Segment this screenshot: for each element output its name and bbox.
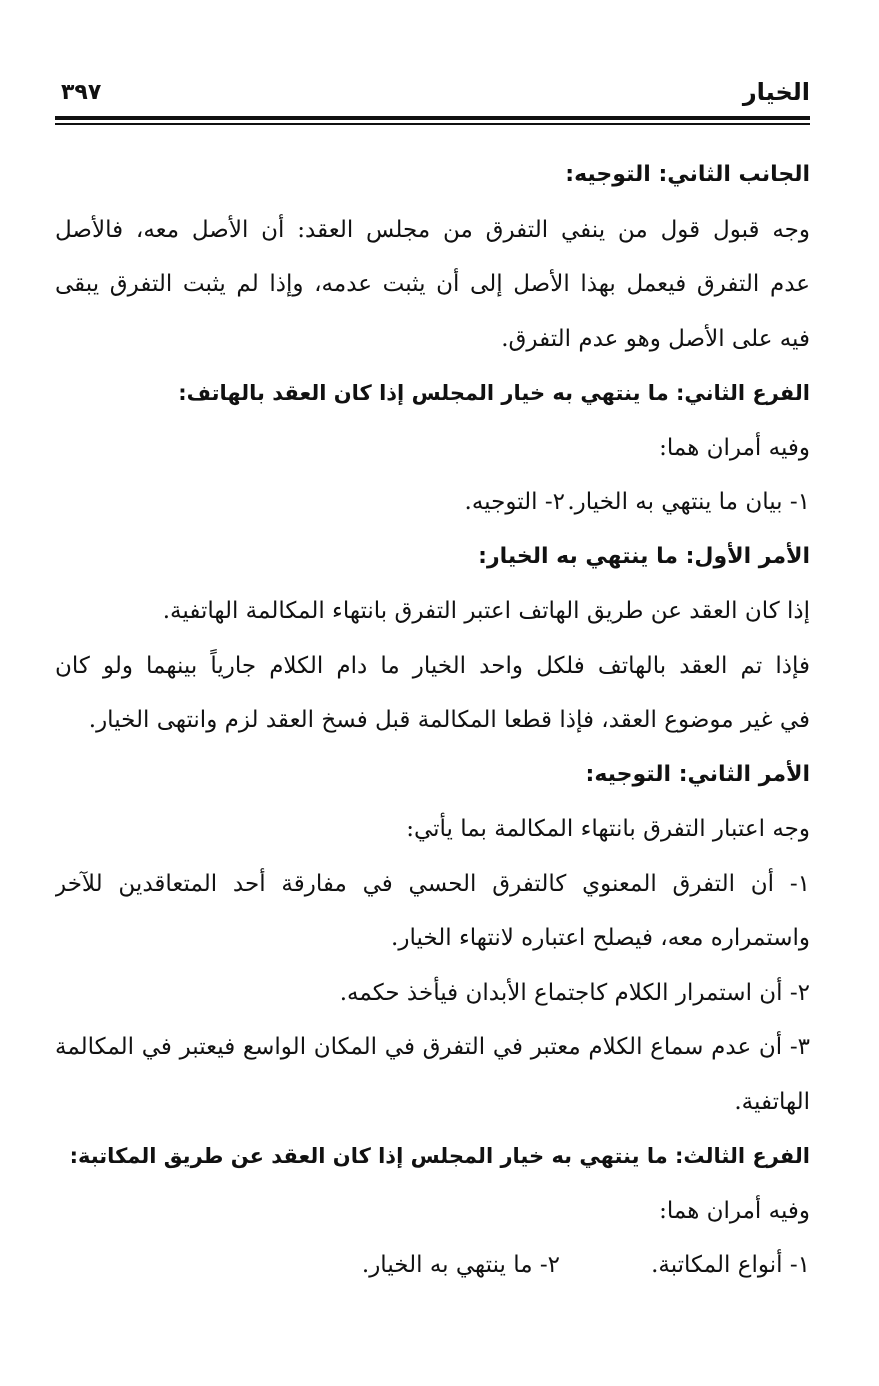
paragraph-line: في غير موضوع العقد، فإذا قطعا المكالمة قبل فسخ العقد لزم وانتهى الخيار. — [88, 707, 810, 733]
list-item: ٢- ما ينتهي به الخيار. — [361, 1252, 560, 1278]
paragraph-line: ١- أن التفرق المعنوي كالتفرق الحسي في مفارقة أحد المتعاقدين للآخر — [55, 870, 810, 897]
section-heading: الجانب الثاني: التوجيه: — [565, 162, 810, 187]
branch-heading: الفرع الثاني: ما ينتهي به خيار المجلس إذا كان العقد بالهاتف: — [178, 381, 810, 405]
paragraph-line: وجه قبول قول من ينفي التفرق من مجلس العقد: أن الأصل معه، فالأصل — [55, 216, 810, 243]
paragraph-line: وفيه أمران هما: — [659, 434, 810, 461]
paragraph-line: فيه على الأصل وهو عدم التفرق. — [501, 325, 810, 352]
branch-heading: الفرع الثالث: ما ينتهي به خيار المجلس إذا كان العقد عن طريق المكاتبة: — [69, 1144, 810, 1168]
paragraph-line: ٢- أن استمرار الكلام كاجتماع الأبدان فيأخذ حكمه. — [339, 979, 810, 1006]
list-item: ١- بيان ما ينتهي به الخيار. — [567, 489, 810, 515]
paragraph-line: فإذا تم العقد بالهاتف فلكل واحد الخيار ما دام الكلام جارياً بينهما ولو كان — [55, 652, 810, 679]
section-heading: الأمر الأول: ما ينتهي به الخيار: — [478, 543, 810, 569]
list-row — [55, 475, 810, 530]
paragraph-line: عدم التفرق فيعمل بهذا الأصل إلى أن يثبت عدمه، وإذا لم يثبت التفرق يبقى — [55, 271, 810, 297]
header-rule-thick — [55, 116, 810, 120]
paragraph-line: ٣- أن عدم سماع الكلام معتبر في التفرق في المكان الواسع فيعتبر في المكالمة — [55, 1034, 810, 1060]
header-rule-thin — [55, 123, 810, 125]
paragraph-line: وفيه أمران هما: — [659, 1197, 810, 1224]
paragraph-line: واستمراره معه، فيصلح اعتباره لانتهاء الخيار. — [391, 925, 810, 951]
list-item: ١- أنواع المكاتبة. — [651, 1252, 810, 1278]
section-heading: الأمر الثاني: التوجيه: — [585, 761, 810, 787]
paragraph-line: وجه اعتبار التفرق بانتهاء المكالمة بما يأتي: — [406, 816, 810, 842]
chapter-title: الخيار — [742, 78, 810, 106]
running-header — [55, 78, 810, 114]
page-body — [55, 148, 810, 1293]
page-number: ٣٩٧ — [61, 80, 102, 105]
paragraph-line: الهاتفية. — [734, 1088, 810, 1115]
list-item: ٢- التوجيه. — [464, 489, 565, 515]
list-row — [55, 1238, 810, 1293]
paragraph-line: إذا كان العقد عن طريق الهاتف اعتبر التفرق بانتهاء المكالمة الهاتفية. — [162, 598, 810, 624]
